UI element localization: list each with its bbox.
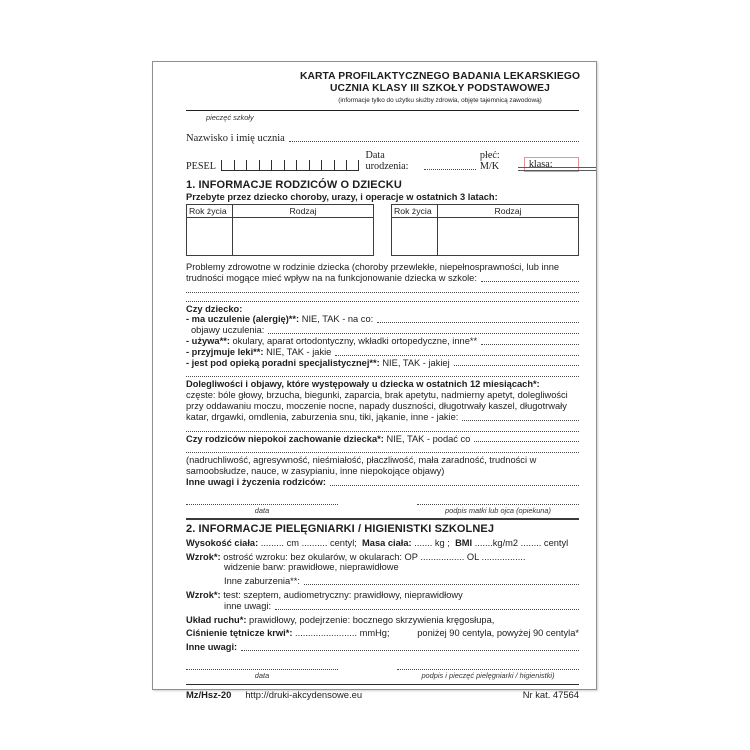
table-body-cell — [233, 218, 373, 255]
parent-signature-fill-line — [417, 497, 579, 505]
vision-label: Wzrok*: — [186, 551, 221, 562]
behavior-fill-line — [474, 441, 579, 442]
section-divider-line — [186, 518, 579, 520]
fill-line — [186, 445, 579, 453]
illness-table-right — [391, 204, 579, 256]
class-label: klasa: — [528, 159, 553, 170]
fill-line — [186, 294, 579, 302]
symptoms-line3-text: katar, drgawki, omdlenia, zaburzenia snu, tiki, jąkanie, inne - jakie: — [186, 411, 459, 422]
hearing-notes-label: inne uwagi: — [224, 600, 272, 611]
stamp-rule-line — [186, 110, 579, 111]
czy-dziecko-heading: Czy dziecko: — [186, 303, 243, 314]
allergy-symptoms-fill-line — [268, 333, 579, 334]
blood-pressure-centile: poniżej 90 centyla, powyżej 90 centyla* — [417, 628, 579, 639]
allergy-label: - ma uczulenie (alergię)**: — [186, 314, 300, 325]
family-problems-fill-line — [481, 281, 579, 282]
table-col-age-header: Rok życia — [187, 205, 233, 217]
vision-other-label: Inne zaburzenia**: — [224, 576, 300, 587]
medical-form-document — [152, 61, 597, 700]
symptoms-fill-line — [462, 420, 579, 421]
allergy-fill-line — [377, 322, 579, 323]
illness-table-left — [186, 204, 374, 256]
table-body-cell — [438, 218, 578, 255]
symptoms-heading: Dolegliwości i objawy, które występowały u dziecka w ostatnich 12 miesiącach*: — [186, 379, 540, 390]
date-label: data — [254, 505, 270, 515]
date-signature-field — [186, 497, 338, 515]
movement-label: Układ ruchu*: — [186, 614, 247, 625]
bmi-fill: .......kg/m2 ........ centyl — [472, 537, 569, 548]
footer — [186, 689, 579, 700]
parents-remarks-label: Inne uwagi i życzenia rodziców: — [186, 476, 326, 487]
illness-tables — [186, 204, 579, 256]
allergy-symptoms-row — [191, 325, 579, 336]
movement-text: prawidłowy, podejrzenie: bocznego skrzywienia kręgosłupa, — [246, 614, 495, 625]
nurse-signature-label: podpis i pieczęć pielęgniarki / higienistki) — [421, 670, 555, 680]
vision-other-fill-line — [304, 584, 579, 585]
vision-other-row — [224, 576, 579, 587]
vision-row — [186, 552, 579, 563]
family-problems-text: trudności mogące mieć wpływ na na funkcjonowanie dziecka w szkole: — [186, 272, 477, 283]
allergy-options: NIE, TAK - na co: — [299, 314, 374, 325]
footer-rule-line — [186, 684, 579, 685]
symptoms-line3 — [186, 412, 579, 423]
blood-pressure-fill: ........................ mmHg; — [292, 628, 390, 639]
hearing-test-text: test: szeptem, audiometryczny: prawidłowy, nieprawidłowy — [220, 589, 463, 600]
form-header — [299, 71, 581, 104]
hearing-notes-fill-line — [275, 609, 579, 610]
date-fill-line — [186, 497, 338, 505]
form-subtitle: (informacje tylko do użytku służby zdrowia, objęte tajemnicą zawodową) — [338, 97, 542, 104]
nurse-remarks-fill-line — [241, 650, 579, 651]
medications-row — [186, 347, 579, 358]
behavior-row — [186, 434, 579, 445]
color-vision-row: widzenie barw: prawidłowe, nieprawidłowe — [224, 562, 399, 573]
table-body-cell — [187, 218, 233, 255]
allergy-symptoms-label: objawy uczulenia: — [191, 325, 265, 336]
fill-line — [186, 424, 579, 432]
medications-label: - przyjmuje leki**: — [186, 346, 264, 357]
parent-signature-label: podpis matki lub ojca (opiekuna) — [445, 505, 551, 515]
uses-row — [186, 336, 579, 347]
form-title-line2: UCZNIA KLASY III SZKOŁY PODSTAWOWEJ — [330, 83, 550, 94]
vision-text: ostrość wzroku: bez okularów, w okularach: OP ................. OL ................. — [220, 551, 526, 562]
section1-subheading: Przebyte przez dziecko choroby, urazy, i operacje w ostatnich 3 latach: — [186, 192, 498, 202]
date-fill-line — [186, 662, 338, 670]
height-label: Wysokość ciała: — [186, 537, 259, 548]
table-col-age-header: Rok życia — [392, 205, 438, 217]
family-problems-line1: Problemy zdrowotne w rodzinie dziecka (choroby przewlekłe, niepełnosprawności, lub inne — [186, 262, 560, 272]
nurse-signature-area — [186, 662, 579, 680]
behavior-options: NIE, TAK - podać co — [383, 433, 471, 444]
symptoms-line1: częste: bóle głowy, brzucha, biegunki, zaparcia, brak apetytu, nadmierny apetyt, dolegliwości — [186, 390, 568, 401]
behavior-note-line1: (nadruchliwość, agresywność, nieśmiałość, płaczliwość, mała zaradność, trudności w — [186, 455, 537, 466]
family-problems-line2 — [186, 273, 579, 284]
parent-signature-field — [417, 497, 579, 515]
section1-heading: 1. INFORMACJE RODZICÓW O DZIECKU — [186, 179, 402, 191]
form-title-line1: KARTA PROFILAKTYCZNEGO BADANIA LEKARSKIEGO — [299, 71, 581, 82]
parent-signature-area — [186, 497, 579, 515]
table-body-cell — [392, 218, 438, 255]
mass-fill: ....... kg ; — [411, 537, 456, 548]
uses-label: - używa**: — [186, 335, 230, 346]
movement-row — [186, 615, 579, 626]
sex-label: płeć: M/K — [479, 150, 500, 172]
student-name-label: Nazwisko i imię ucznia — [186, 133, 285, 144]
nurse-remarks-row — [186, 642, 579, 653]
date-signature-field — [186, 662, 338, 680]
hearing-notes-row — [224, 601, 579, 612]
parents-remarks-row — [186, 477, 579, 488]
nurse-signature-fill-line — [397, 662, 579, 670]
uses-options: okulary, aparat ortodontyczny, wkładki ortopedyczne, inne** — [229, 335, 478, 346]
birth-date-label: Data urodzenia: — [365, 150, 409, 172]
student-name-row — [186, 133, 579, 144]
uses-fill-line — [481, 344, 579, 345]
date-label: data — [254, 670, 270, 680]
symptoms-line2: przy oddawaniu moczu, moczenie nocne, napady duszności, długotrwały kaszel, długotrwały — [186, 400, 567, 411]
medications-fill-line — [335, 355, 579, 356]
nurse-signature-field — [397, 662, 579, 680]
nurse-remarks-label: Inne uwagi: — [186, 642, 238, 653]
behavior-label: Czy rodziców niepokoi zachowanie dziecka*: — [186, 433, 384, 444]
table-col-type-header: Rodzaj — [494, 206, 522, 216]
section2-heading: 2. INFORMACJE PIELĘGNIARKI / HIGIENISTKI SZKOLNEJ — [186, 522, 495, 535]
height-fill: ......... cm .......... centyl; — [258, 537, 363, 548]
behavior-note-line2: samoobsłudze, nauce, w zasypianiu, inne niepokojące objawy) — [186, 466, 445, 477]
form-code: Mz/Hsz-20 — [186, 688, 232, 700]
fill-line — [186, 369, 579, 377]
fill-line — [186, 285, 579, 293]
school-stamp-label: pieczęć szkoły — [206, 113, 254, 122]
specialist-clinic-label: - jest pod opieką poradni specjalistycznej**: — [186, 357, 380, 368]
pesel-label: PESEL — [186, 161, 217, 172]
class-box-underline — [518, 167, 596, 171]
specialist-clinic-options: NIE, TAK - jakiej — [379, 357, 450, 368]
allergy-row — [186, 314, 579, 325]
body-measurements-row — [186, 538, 579, 549]
specialist-clinic-fill-line — [454, 365, 579, 366]
bmi-label: BMI — [455, 537, 473, 548]
specialist-clinic-row — [186, 358, 579, 369]
student-name-fill-line — [289, 141, 579, 142]
birth-date-fill-line — [424, 169, 476, 170]
hearing-test-row — [186, 590, 579, 601]
table-col-type-header: Rodzaj — [289, 206, 317, 216]
publisher-url: http://druki-akcydensowe.eu — [245, 688, 363, 700]
medications-options: NIE, TAK - jakie — [263, 346, 332, 357]
mass-label: Masa ciała: — [362, 537, 412, 548]
pesel-digit-boxes — [221, 160, 359, 171]
catalog-number: Nr kat. 47564 — [522, 688, 579, 700]
blood-pressure-row — [186, 628, 579, 639]
blood-pressure-label: Ciśnienie tętnicze krwi*: — [186, 628, 293, 639]
parents-remarks-fill-line — [330, 485, 579, 486]
hearing-test-label: Wzrok*: — [186, 589, 221, 600]
